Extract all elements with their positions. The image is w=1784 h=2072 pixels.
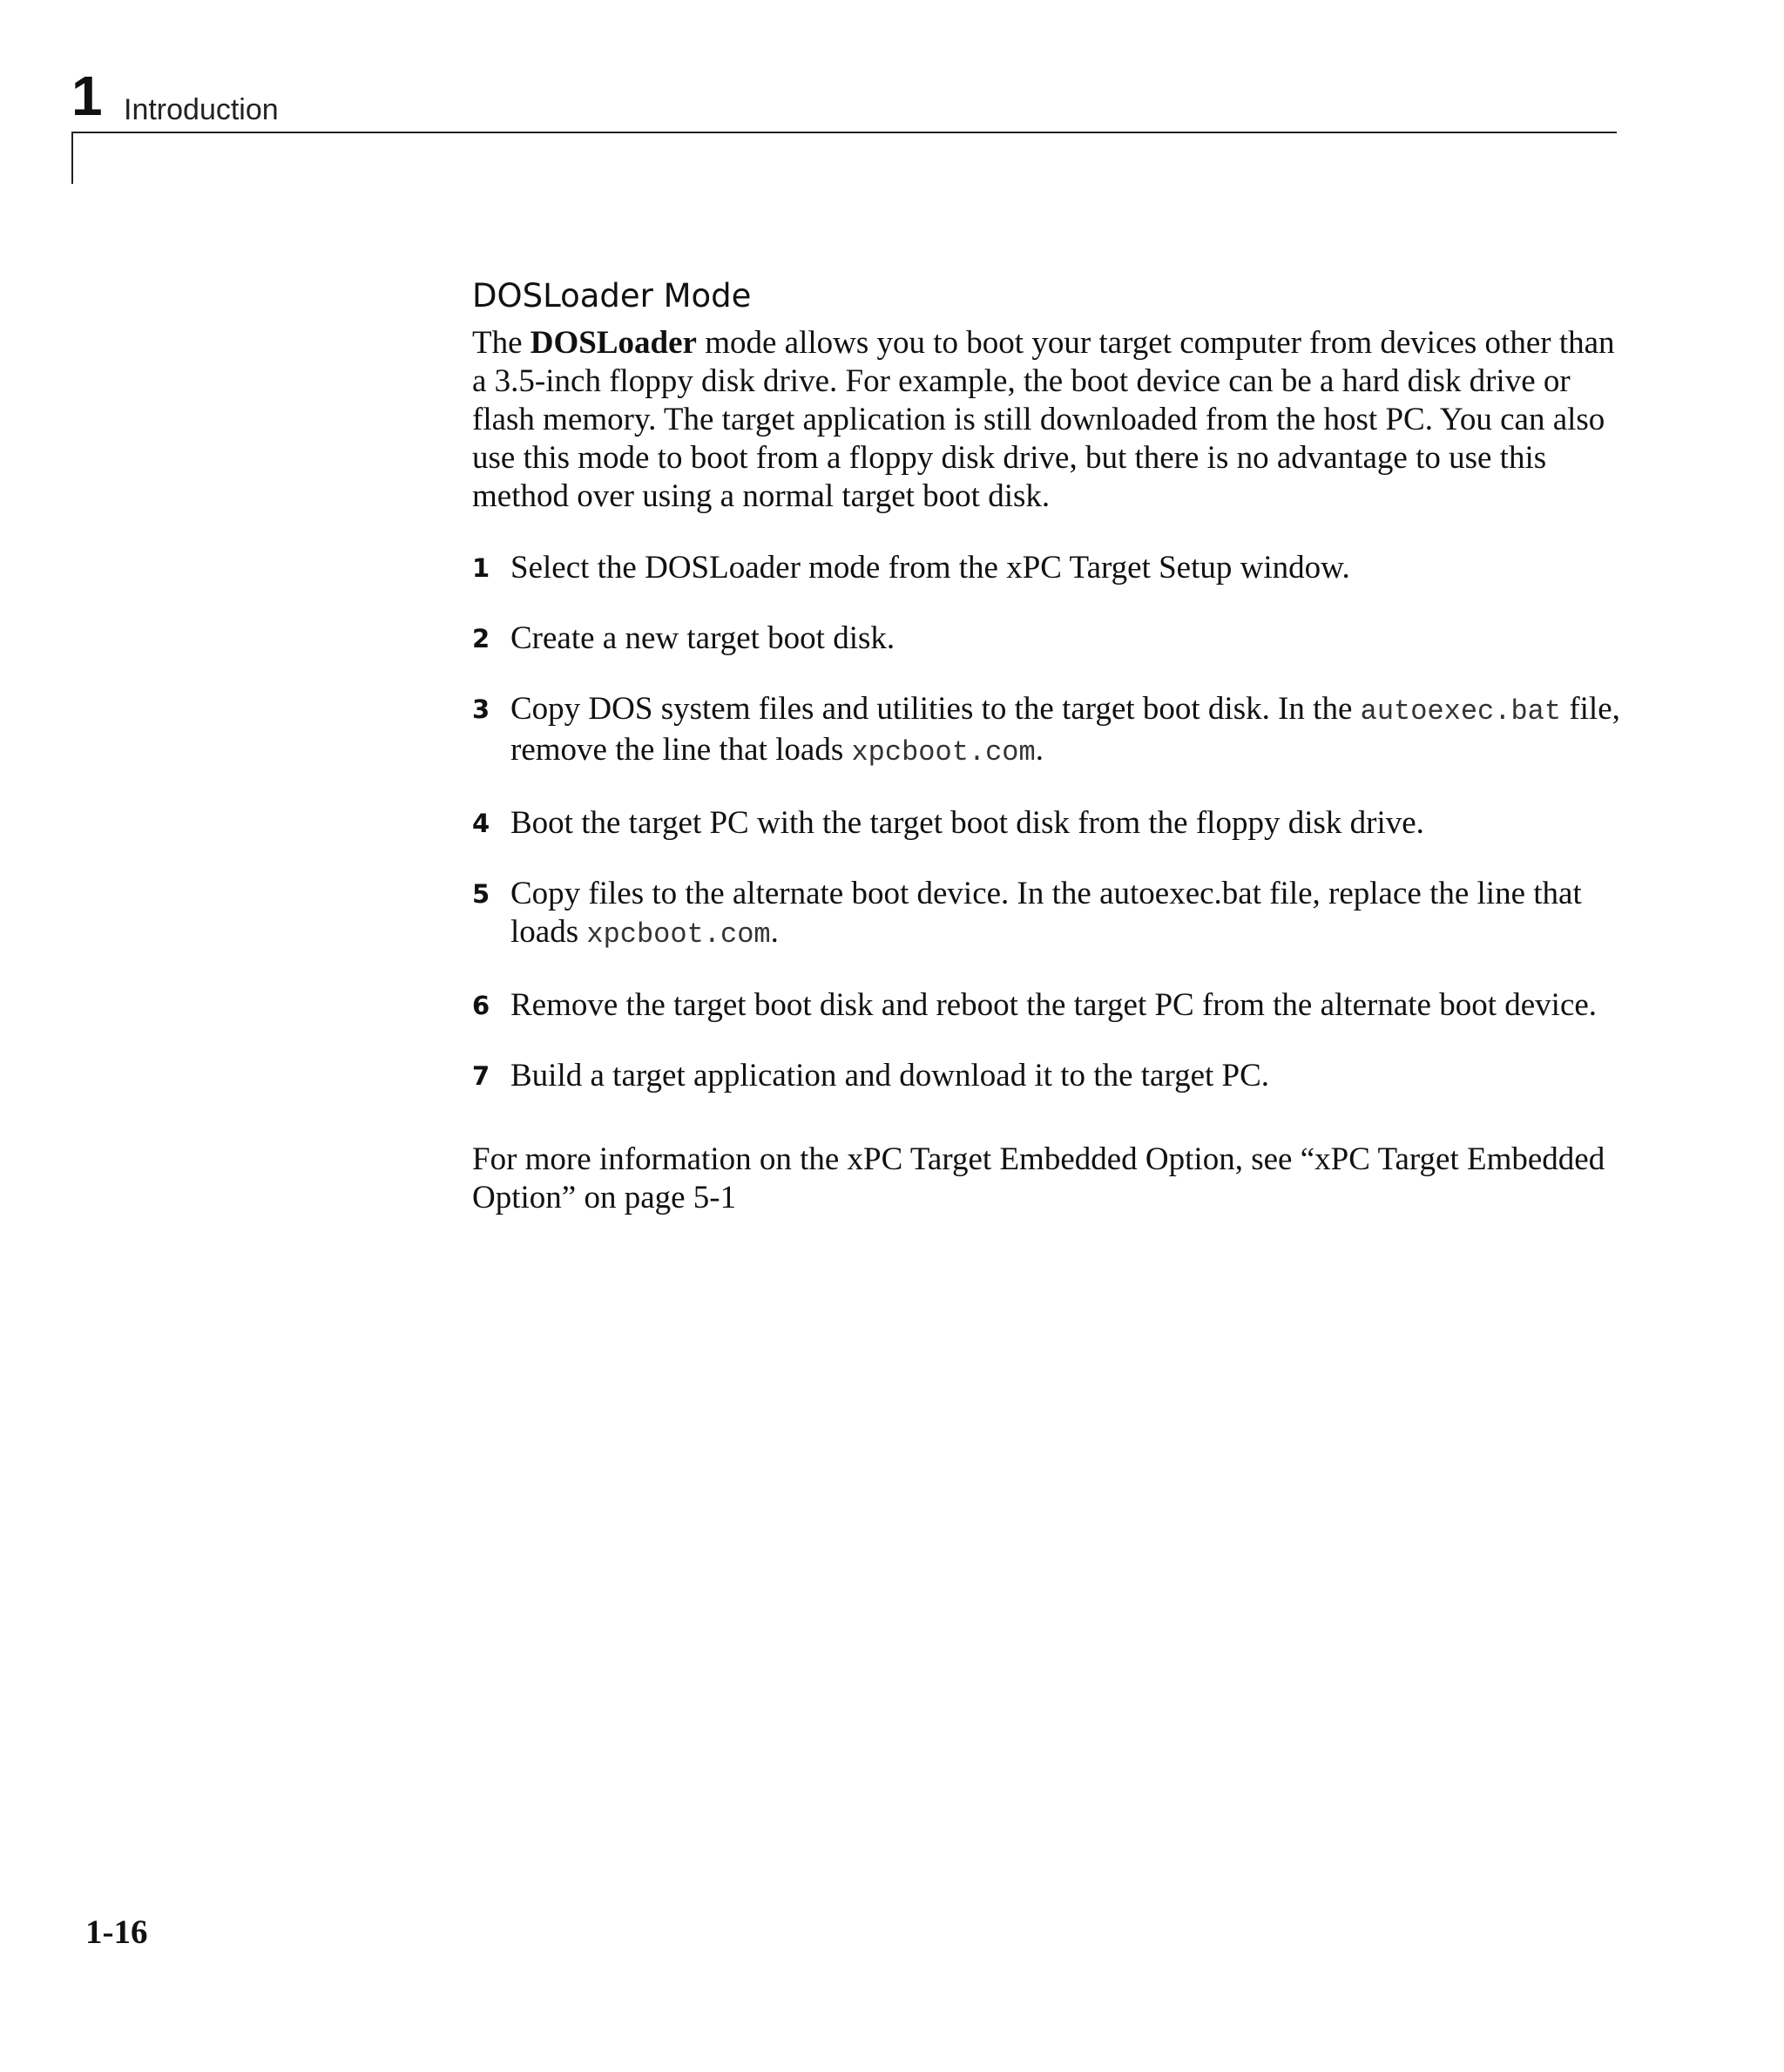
step-number: 6: [472, 991, 490, 1020]
step-number: 2: [472, 624, 490, 653]
step-text-part: Copy files to the alternate boot device. In the autoexec.bat file, replace the line that loads: [510, 876, 1582, 950]
step-text: Build a target application and download it to the target PC.: [510, 1058, 1270, 1094]
step-text: Remove the target boot disk and reboot the target PC from the alternate boot device.: [510, 987, 1598, 1023]
step-item: [472, 549, 1622, 587]
step-item: [472, 804, 1622, 843]
page-number: 1-16: [85, 1913, 148, 1951]
step-text-part: file, remove the line that loads: [510, 691, 1620, 768]
step-text: Create a new target boot disk.: [510, 620, 895, 656]
step-text: Boot the target PC with the target boot disk from the floppy disk drive.: [510, 805, 1424, 841]
intro-paragraph: [472, 324, 1622, 516]
chapter-title: Introduction: [124, 93, 279, 126]
code-filename: xpcboot.com: [851, 736, 1036, 769]
step-number: 7: [472, 1061, 490, 1091]
step-text: Select the DOSLoader mode from the xPC Target Setup window.: [510, 550, 1350, 586]
step-item: [472, 986, 1622, 1025]
step-number: 5: [472, 879, 490, 909]
step-item: [472, 875, 1622, 954]
step-text-part: .: [1035, 732, 1044, 768]
more-info-paragraph: For more information on the xPC Target Embedded Option, see “xPC Target Embedded Option” on page 5-1: [472, 1141, 1605, 1215]
step-number: 1: [472, 553, 490, 583]
chapter-number: 1: [71, 64, 103, 127]
step-text-part: .: [770, 914, 779, 950]
code-filename: autoexec.bat: [1360, 695, 1562, 728]
code-filename: xpcboot.com: [586, 918, 771, 951]
main-content: [472, 277, 1622, 1217]
intro-text-rest: mode allows you to boot your target computer from devices other than a 3.5-inch floppy disk drive. For example, the boot device can be a hard disk drive or flash memory. The target application is still downloaded from the host PC. You can also use this mode to boot from a floppy disk drive, but there is no advantage to use this method over using a normal target boot disk.: [472, 325, 1615, 514]
intro-text-start: The: [472, 325, 530, 361]
step-text: [510, 875, 1622, 954]
step-number: 4: [472, 809, 490, 838]
step-text: [510, 690, 1622, 772]
intro-bold-term: DOSLoader: [530, 325, 697, 361]
header-rule: [71, 132, 1617, 133]
step-text-part: Copy DOS system files and utilities to the target boot disk. In the: [510, 691, 1361, 727]
steps-list: [472, 549, 1622, 1095]
step-number: 3: [472, 694, 490, 724]
step-item: [472, 1057, 1622, 1095]
header-tick-mark: [71, 132, 73, 184]
step-item: [472, 620, 1622, 658]
section-title: DOSLoader Mode: [472, 277, 752, 315]
step-item: [472, 690, 1622, 772]
